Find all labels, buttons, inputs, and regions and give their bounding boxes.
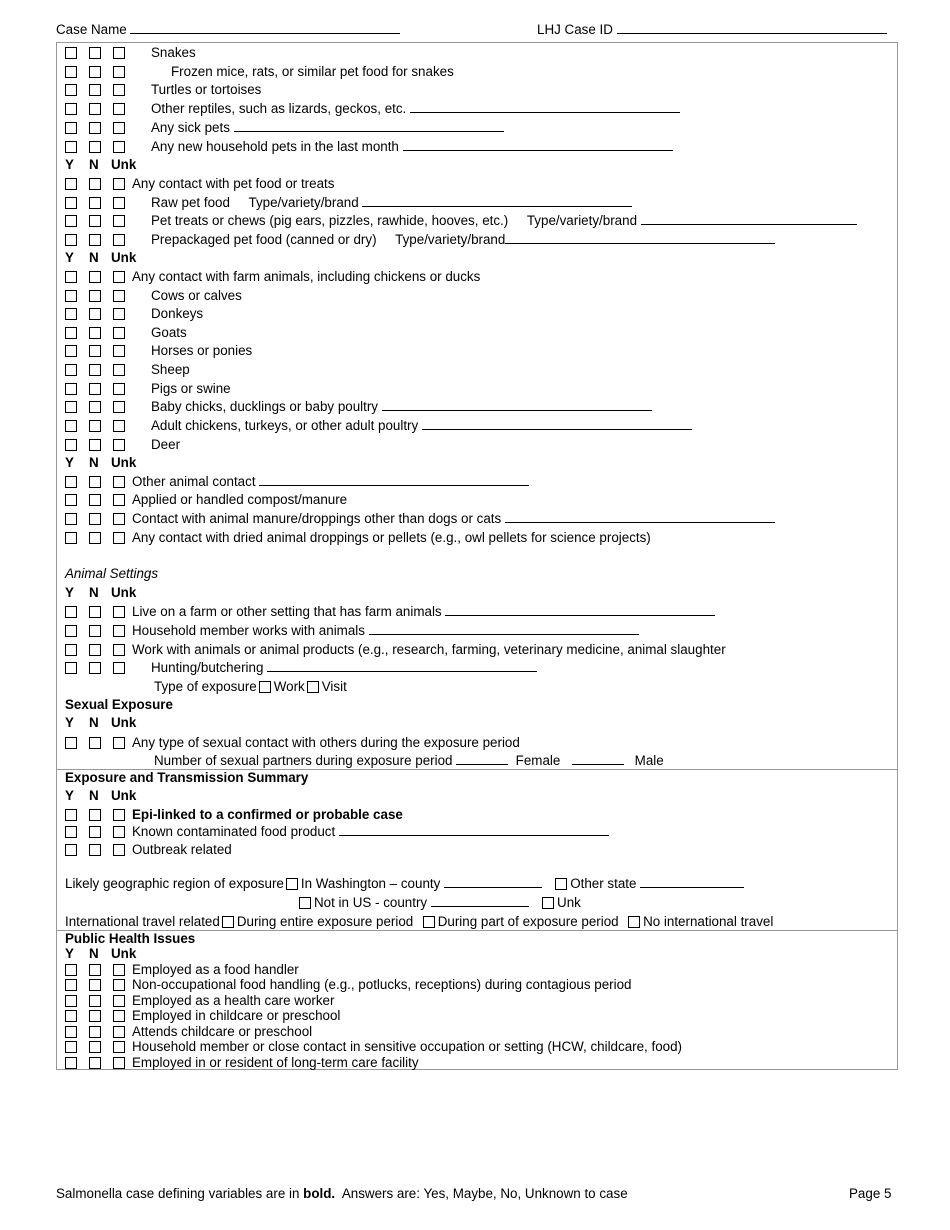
- no-checkbox[interactable]: [89, 964, 101, 976]
- no-checkbox[interactable]: [89, 66, 101, 78]
- lhj-case-id-line[interactable]: [617, 21, 887, 34]
- yes-checkbox[interactable]: [65, 364, 77, 376]
- unk-checkbox[interactable]: [113, 308, 125, 320]
- no-checkbox[interactable]: [89, 364, 101, 376]
- live-farm-label: Live on a farm or other setting that has farm animals: [132, 604, 442, 619]
- yes-checkbox[interactable]: [65, 271, 77, 283]
- other-state-line[interactable]: [640, 875, 744, 888]
- live-farm-line[interactable]: [445, 603, 715, 616]
- farm-item-label: Baby chicks, ducklings or baby poultry: [151, 399, 379, 414]
- unk-checkbox[interactable]: [113, 383, 125, 395]
- yes-checkbox[interactable]: [65, 420, 77, 432]
- no-checkbox[interactable]: [89, 826, 101, 838]
- hunting-label: Hunting/butchering: [151, 660, 264, 675]
- unk-checkbox[interactable]: [113, 662, 125, 674]
- page-number: Page 5: [849, 1186, 892, 1201]
- no-checkbox[interactable]: [89, 401, 101, 413]
- unk-checkbox[interactable]: [113, 327, 125, 339]
- unk-checkbox[interactable]: [113, 625, 125, 637]
- household-works-label: Household member works with animals: [132, 623, 365, 638]
- unk-checkbox[interactable]: [113, 494, 125, 506]
- footer-note: [56, 1185, 628, 1203]
- no-checkbox[interactable]: [89, 178, 101, 190]
- no-checkbox[interactable]: [89, 1057, 101, 1069]
- yes-checkbox[interactable]: [65, 809, 77, 821]
- farm-item-label: Adult chickens, turkeys, or other adult poultry: [151, 418, 419, 433]
- yes-checkbox[interactable]: [65, 964, 77, 976]
- no-checkbox[interactable]: [89, 494, 101, 506]
- unk-checkbox[interactable]: [113, 844, 125, 856]
- yes-checkbox[interactable]: [65, 234, 77, 246]
- unk-checkbox[interactable]: [113, 215, 125, 227]
- yes-checkbox[interactable]: [65, 84, 77, 96]
- yes-checkbox[interactable]: [65, 844, 77, 856]
- yes-checkbox[interactable]: [65, 644, 77, 656]
- work-checkbox[interactable]: [259, 681, 271, 693]
- no-checkbox[interactable]: [89, 995, 101, 1007]
- outbreak-label: Outbreak related: [132, 842, 232, 857]
- no-checkbox[interactable]: [89, 327, 101, 339]
- yes-checkbox[interactable]: [65, 439, 77, 451]
- prepack-label: Prepackaged pet food (canned or dry): [151, 232, 377, 247]
- unk-checkbox[interactable]: [113, 47, 125, 59]
- farm-item-label: Donkeys: [151, 306, 204, 321]
- yes-checkbox[interactable]: [65, 178, 77, 190]
- no-checkbox[interactable]: [89, 662, 101, 674]
- unk-checkbox[interactable]: [113, 84, 125, 96]
- yes-checkbox[interactable]: [65, 1057, 77, 1069]
- unk-checkbox[interactable]: [113, 103, 125, 115]
- yes-checkbox[interactable]: [65, 494, 77, 506]
- pet-label: Frozen mice, rats, or similar pet food for snakes: [171, 64, 454, 79]
- unk-checkbox[interactable]: [113, 234, 125, 246]
- work-animals-label: Work with animals or animal products (e.g., research, farming, veterinary medicine, animal slaughter: [132, 642, 726, 657]
- footer-note-bold: bold.: [303, 1186, 336, 1201]
- farm-item-label: Goats: [151, 325, 187, 340]
- unk-checkbox[interactable]: [113, 178, 125, 190]
- hunting-line[interactable]: [267, 659, 537, 672]
- yes-checkbox[interactable]: [65, 1010, 77, 1022]
- sexual-exposure-heading: Sexual Exposure: [65, 697, 173, 712]
- type-brand-label: Type/variety/brand: [395, 232, 506, 247]
- phi-label: Employed in childcare or preschool: [132, 1008, 341, 1023]
- compost-label: Applied or handled compost/manure: [132, 492, 348, 507]
- unk-checkbox[interactable]: [113, 401, 125, 413]
- part-period-label: During part of exposure period: [437, 914, 619, 929]
- phi-label: Attends childcare or preschool: [132, 1024, 313, 1039]
- unk-checkbox[interactable]: [113, 995, 125, 1007]
- female-count-line[interactable]: [456, 752, 508, 765]
- yes-checkbox[interactable]: [65, 103, 77, 115]
- yes-checkbox[interactable]: [65, 662, 77, 674]
- reptile-detail-line[interactable]: [410, 100, 680, 113]
- unk-checkbox[interactable]: [113, 420, 125, 432]
- yes-checkbox[interactable]: [65, 737, 77, 749]
- petfood-label: Any contact with pet food or treats: [132, 176, 335, 191]
- yes-checkbox[interactable]: [65, 66, 77, 78]
- visit-label: Visit: [321, 679, 347, 694]
- treats-label: Pet treats or chews (pig ears, pizzles, rawhide, hooves, etc.): [151, 213, 509, 228]
- contaminated-food-label: Known contaminated food product: [132, 824, 336, 839]
- type-brand-label: Type/variety/brand: [248, 195, 359, 210]
- case-name-field[interactable]: [56, 21, 400, 37]
- female-label: Female: [515, 753, 561, 768]
- yes-checkbox[interactable]: [65, 122, 77, 134]
- washington-label: In Washington – county: [300, 876, 441, 891]
- household-works-line[interactable]: [369, 622, 639, 635]
- geo-region-row-2: [297, 894, 581, 912]
- no-checkbox[interactable]: [89, 625, 101, 637]
- case-name-label: Case Name: [56, 22, 127, 37]
- entire-period-label: During entire exposure period: [236, 914, 414, 929]
- phi-label: Employed in or resident of long-term care facility: [132, 1055, 419, 1070]
- lhj-case-id-label: LHJ Case ID: [537, 22, 613, 37]
- unk-checkbox[interactable]: [113, 476, 125, 488]
- yes-checkbox[interactable]: [65, 401, 77, 413]
- intl-travel-label: International travel related: [65, 914, 220, 929]
- unk-checkbox[interactable]: [113, 809, 125, 821]
- yes-checkbox[interactable]: [65, 141, 77, 153]
- raw-brand-line[interactable]: [362, 194, 632, 207]
- exposure-type-label: Type of exposure: [154, 679, 257, 694]
- county-line[interactable]: [444, 875, 542, 888]
- yes-checkbox[interactable]: [65, 532, 77, 544]
- unk-checkbox[interactable]: [113, 345, 125, 357]
- no-checkbox[interactable]: [89, 1041, 101, 1053]
- yes-checkbox[interactable]: [65, 995, 77, 1007]
- intl-travel-row: [65, 913, 773, 931]
- farm-item-label: Cows or calves: [151, 288, 242, 303]
- other-animal-line[interactable]: [259, 473, 529, 486]
- other-state-label: Other state: [570, 876, 637, 891]
- unk-checkbox[interactable]: [113, 964, 125, 976]
- yes-checkbox[interactable]: [65, 606, 77, 618]
- yes-checkbox[interactable]: [65, 383, 77, 395]
- unk-checkbox[interactable]: [113, 66, 125, 78]
- new-pets-line[interactable]: [403, 138, 673, 151]
- case-name-line[interactable]: [130, 21, 400, 34]
- manure-line[interactable]: [505, 510, 775, 523]
- unk-checkbox[interactable]: [113, 979, 125, 991]
- manure-label: Contact with animal manure/droppings other than dogs or cats: [132, 511, 502, 526]
- unk-checkbox[interactable]: [113, 644, 125, 656]
- footer-note-answers: Answers are: Yes, Maybe, No, Unknown to case: [341, 1186, 628, 1201]
- unk-checkbox[interactable]: [113, 826, 125, 838]
- unk-checkbox[interactable]: [113, 1010, 125, 1022]
- not-in-us-checkbox[interactable]: [299, 897, 311, 909]
- yes-checkbox[interactable]: [65, 513, 77, 525]
- phi-heading: Public Health Issues: [65, 931, 196, 946]
- yes-checkbox[interactable]: [65, 345, 77, 357]
- dried-droppings-label: Any contact with dried animal droppings or pellets (e.g., owl pellets for science projects): [132, 530, 651, 545]
- unk-checkbox[interactable]: [113, 271, 125, 283]
- unk-checkbox[interactable]: [113, 1041, 125, 1053]
- geo-unk-label: Unk: [557, 895, 581, 910]
- adult-poultry-line[interactable]: [422, 417, 692, 430]
- footer-note-text: Salmonella case defining variables are in: [56, 1186, 300, 1201]
- country-line[interactable]: [431, 894, 529, 907]
- type-brand-label: Type/variety/brand: [526, 213, 638, 228]
- no-checkbox[interactable]: [89, 1026, 101, 1038]
- farm-item-label: Sheep: [151, 362, 190, 377]
- unk-checkbox[interactable]: [113, 290, 125, 302]
- no-travel-label: No international travel: [643, 914, 774, 929]
- yes-checkbox[interactable]: [65, 290, 77, 302]
- contaminated-food-line[interactable]: [339, 823, 609, 836]
- unk-checkbox[interactable]: [113, 513, 125, 525]
- no-checkbox[interactable]: [89, 234, 101, 246]
- raw-food-label: Raw pet food: [151, 195, 230, 210]
- lhj-case-id-field[interactable]: [537, 21, 887, 37]
- no-checkbox[interactable]: [89, 737, 101, 749]
- partners-row: [154, 752, 664, 770]
- no-checkbox[interactable]: [89, 290, 101, 302]
- no-checkbox[interactable]: [89, 103, 101, 115]
- entire-period-checkbox[interactable]: [222, 916, 234, 928]
- no-checkbox[interactable]: [89, 47, 101, 59]
- yes-checkbox[interactable]: [65, 308, 77, 320]
- pet-label: Any sick pets: [151, 120, 230, 135]
- form-header: [56, 21, 894, 39]
- yes-checkbox[interactable]: [65, 215, 77, 227]
- farm-label: Any contact with farm animals, including chickens or ducks: [132, 269, 481, 284]
- pet-label: Snakes: [151, 45, 196, 60]
- unk-checkbox[interactable]: [113, 532, 125, 544]
- unk-checkbox[interactable]: [113, 606, 125, 618]
- yes-checkbox[interactable]: [65, 327, 77, 339]
- no-checkbox[interactable]: [89, 532, 101, 544]
- no-checkbox[interactable]: [89, 84, 101, 96]
- unk-checkbox[interactable]: [113, 1057, 125, 1069]
- no-checkbox[interactable]: [89, 345, 101, 357]
- no-checkbox[interactable]: [89, 197, 101, 209]
- sick-pets-line[interactable]: [234, 119, 504, 132]
- phi-label: Employed as a food handler: [132, 962, 299, 977]
- no-travel-checkbox[interactable]: [628, 916, 640, 928]
- phi-label: Household member or close contact in sensitive occupation or setting (HCW, childcare, food): [132, 1039, 683, 1054]
- yes-checkbox[interactable]: [65, 625, 77, 637]
- male-count-line[interactable]: [572, 752, 624, 765]
- phi-label: Employed as a health care worker: [132, 993, 335, 1008]
- farm-item-label: Horses or ponies: [151, 343, 253, 358]
- no-checkbox[interactable]: [89, 271, 101, 283]
- yes-checkbox[interactable]: [65, 47, 77, 59]
- exposure-type-row: [154, 678, 347, 696]
- no-checkbox[interactable]: [89, 215, 101, 227]
- yes-checkbox[interactable]: [65, 197, 77, 209]
- other-animal-label: Other animal contact: [132, 474, 256, 489]
- no-checkbox[interactable]: [89, 420, 101, 432]
- no-checkbox[interactable]: [89, 513, 101, 525]
- no-checkbox[interactable]: [89, 844, 101, 856]
- no-checkbox[interactable]: [89, 439, 101, 451]
- baby-chicks-line[interactable]: [382, 398, 652, 411]
- no-checkbox[interactable]: [89, 122, 101, 134]
- other-state-checkbox[interactable]: [555, 878, 567, 890]
- no-checkbox[interactable]: [89, 809, 101, 821]
- no-checkbox[interactable]: [89, 606, 101, 618]
- unk-checkbox[interactable]: [113, 1026, 125, 1038]
- yes-checkbox[interactable]: [65, 826, 77, 838]
- farm-item-label: Pigs or swine: [151, 381, 231, 396]
- treats-brand-line[interactable]: [641, 212, 857, 225]
- pet-label: Turtles or tortoises: [151, 82, 262, 97]
- partners-label: Number of sexual partners during exposure period: [154, 753, 453, 768]
- yes-checkbox[interactable]: [65, 476, 77, 488]
- no-checkbox[interactable]: [89, 644, 101, 656]
- no-checkbox[interactable]: [89, 141, 101, 153]
- unk-checkbox[interactable]: [113, 141, 125, 153]
- pet-label: Other reptiles, such as lizards, geckos, etc.: [151, 101, 407, 116]
- geo-unk-checkbox[interactable]: [542, 897, 554, 909]
- work-label: Work: [273, 679, 305, 694]
- part-period-checkbox[interactable]: [423, 916, 435, 928]
- unk-checkbox[interactable]: [113, 439, 125, 451]
- yes-checkbox[interactable]: [65, 1041, 77, 1053]
- yes-checkbox[interactable]: [65, 1026, 77, 1038]
- geo-region-row: [65, 875, 744, 893]
- no-checkbox[interactable]: [89, 383, 101, 395]
- epi-linked-label: Epi-linked to a confirmed or probable case: [132, 807, 403, 822]
- geo-region-label: Likely geographic region of exposure: [65, 876, 284, 891]
- farm-item-label: Deer: [151, 437, 181, 452]
- no-checkbox[interactable]: [89, 308, 101, 320]
- unk-checkbox[interactable]: [113, 122, 125, 134]
- visit-checkbox[interactable]: [307, 681, 319, 693]
- yes-checkbox[interactable]: [65, 979, 77, 991]
- no-checkbox[interactable]: [89, 1010, 101, 1022]
- pet-label: Any new household pets in the last month: [151, 139, 399, 154]
- unk-checkbox[interactable]: [113, 737, 125, 749]
- no-checkbox[interactable]: [89, 979, 101, 991]
- phi-label: Non-occupational food handling (e.g., potlucks, receptions) during contagious period: [132, 977, 632, 992]
- animal-settings-heading: Animal Settings: [65, 566, 159, 581]
- prepack-brand-line[interactable]: [505, 231, 775, 244]
- not-in-us-label: Not in US - country: [314, 895, 428, 910]
- summary-heading: Exposure and Transmission Summary: [65, 770, 309, 785]
- unk-checkbox[interactable]: [113, 197, 125, 209]
- washington-checkbox[interactable]: [286, 878, 298, 890]
- no-checkbox[interactable]: [89, 476, 101, 488]
- unk-checkbox[interactable]: [113, 364, 125, 376]
- male-label: Male: [634, 753, 664, 768]
- sexual-contact-label: Any type of sexual contact with others during the exposure period: [132, 735, 520, 750]
